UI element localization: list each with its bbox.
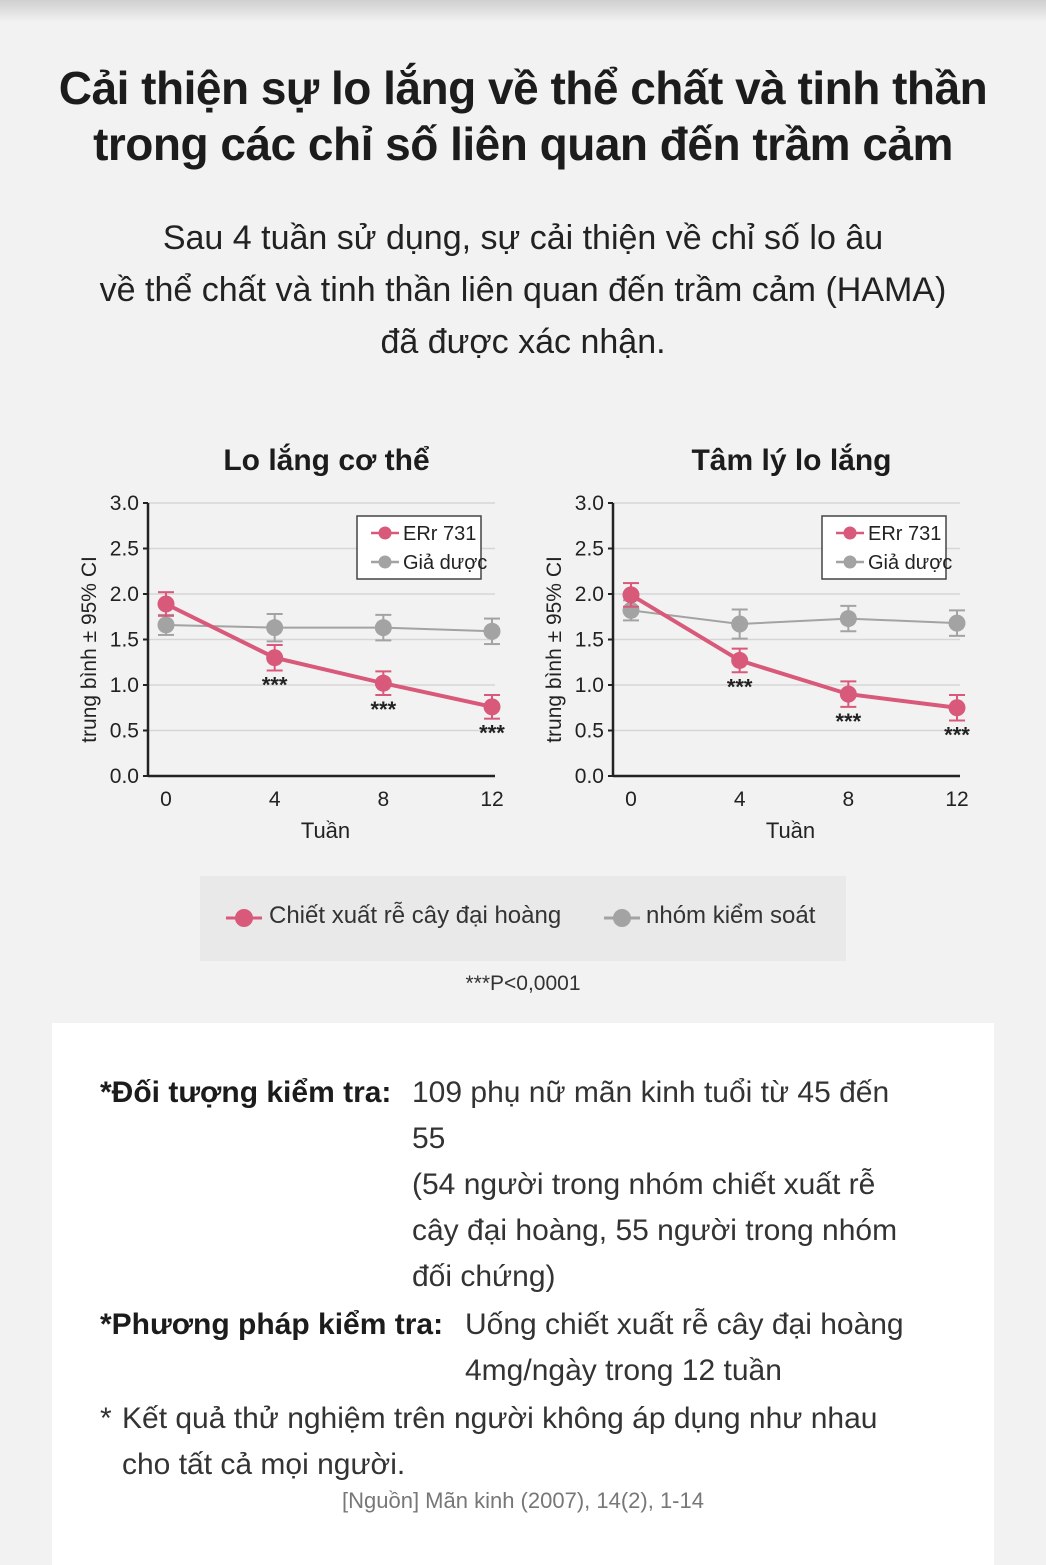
source-citation: [Nguồn] Mãn kinh (2007), 14(2), 1-14 bbox=[342, 1488, 704, 1513]
y-tick-label: 1.5 bbox=[574, 628, 604, 652]
x-tick-label: 0 bbox=[625, 788, 637, 811]
placebo-line bbox=[631, 610, 957, 624]
subjects-value bbox=[412, 1070, 897, 1300]
y-tick-label: 1.0 bbox=[109, 674, 139, 697]
method-label: *Phương pháp kiểm tra: bbox=[100, 1308, 444, 1341]
treatment-line bbox=[166, 604, 492, 707]
chart-legend-label: ERr 731 bbox=[403, 523, 477, 545]
chart-legend-dot bbox=[844, 556, 857, 569]
chart-psychological-anxiety bbox=[525, 430, 995, 860]
chart-legend-dot bbox=[379, 556, 392, 569]
chart-physical-anxiety bbox=[60, 430, 530, 860]
placebo-point bbox=[375, 619, 392, 636]
disclaimer-star: * bbox=[100, 1402, 112, 1435]
subtitle-line-1: Sau 4 tuần sử dụng, sự cải thiện về chỉ số lo âu bbox=[162, 219, 884, 257]
subjects-line: cây đại hoàng, 55 người trong nhóm bbox=[412, 1214, 898, 1247]
x-tick-label: 8 bbox=[842, 788, 855, 811]
significance-mark: *** bbox=[479, 720, 505, 746]
treatment-point bbox=[266, 649, 283, 666]
chart-legend-label: ERr 731 bbox=[868, 523, 942, 545]
placebo-point bbox=[158, 616, 175, 633]
y-tick-label: 0.5 bbox=[574, 719, 604, 743]
subtitle-line-3: đã được xác nhận. bbox=[380, 323, 666, 361]
y-tick-label: 2.0 bbox=[109, 583, 139, 606]
y-tick-label: 0.5 bbox=[109, 719, 139, 743]
chart-legend-dot bbox=[844, 527, 857, 540]
placebo-point bbox=[840, 610, 857, 627]
title-line-2: trong các chỉ số liên quan đến trầm cảm bbox=[93, 118, 953, 170]
x-tick-label: 12 bbox=[945, 788, 969, 811]
method-line: 4mg/ngày trong 12 tuần bbox=[465, 1354, 782, 1387]
page-title bbox=[0, 60, 1046, 172]
legend-box bbox=[200, 876, 846, 961]
subjects-line: 55 bbox=[412, 1122, 446, 1155]
subtitle-line-2: về thể chất và tinh thần liên quan đến trầm cảm (HAMA) bbox=[99, 271, 947, 309]
y-axis-label: trung bình ± 95% CI bbox=[78, 556, 101, 743]
significance-mark: *** bbox=[835, 708, 862, 734]
treatment-point bbox=[949, 699, 966, 716]
y-tick-label: 3.0 bbox=[574, 492, 604, 515]
x-tick-label: 8 bbox=[377, 788, 390, 811]
y-tick-label: 2.5 bbox=[574, 537, 604, 561]
y-tick-label: 1.0 bbox=[574, 674, 604, 697]
y-tick-label: 1.5 bbox=[109, 628, 139, 652]
significance-mark: *** bbox=[370, 697, 397, 723]
legend-treatment-marker bbox=[224, 906, 264, 930]
subjects-line: đối chứng) bbox=[412, 1260, 556, 1293]
x-tick-label: 4 bbox=[733, 788, 746, 811]
placebo-point bbox=[266, 619, 283, 636]
disclaimer-line: Kết quả thử nghiệm trên người không áp dụng như nhau bbox=[122, 1402, 878, 1435]
p-value-note: ***P<0,0001 bbox=[465, 972, 581, 995]
treatment-line bbox=[631, 595, 957, 708]
legend-treatment-label: Chiết xuất rễ cây đại hoàng bbox=[269, 902, 562, 929]
chart-legend-label: Giả dược bbox=[403, 552, 488, 574]
treatment-point bbox=[375, 675, 392, 692]
treatment-point bbox=[484, 698, 501, 715]
placebo-point bbox=[484, 623, 501, 640]
x-axis-label: Tuần bbox=[765, 818, 816, 843]
x-tick-label: 0 bbox=[160, 788, 172, 811]
significance-mark: *** bbox=[261, 672, 288, 698]
disclaimer-line: cho tất cả mọi người. bbox=[122, 1448, 406, 1481]
treatment-point bbox=[731, 652, 748, 669]
treatment-point bbox=[840, 686, 857, 703]
chart-legend-label: Giả dược bbox=[868, 552, 953, 574]
placebo-point bbox=[949, 615, 966, 632]
placebo-point bbox=[731, 616, 748, 633]
disclaimer-text bbox=[122, 1396, 877, 1488]
method-value bbox=[465, 1302, 904, 1394]
page-subtitle bbox=[0, 212, 1046, 368]
treatment-point bbox=[623, 586, 640, 603]
legend-control-label: nhóm kiểm soát bbox=[646, 902, 816, 929]
method-line: Uống chiết xuất rễ cây đại hoàng bbox=[465, 1308, 904, 1341]
y-axis-label: trung bình ± 95% CI bbox=[543, 556, 566, 743]
subjects-label: *Đối tượng kiểm tra: bbox=[100, 1076, 392, 1109]
subjects-line: 109 phụ nữ mãn kinh tuổi từ 45 đến bbox=[412, 1076, 890, 1109]
legend-control-marker bbox=[602, 906, 642, 930]
subjects-line: (54 người trong nhóm chiết xuất rễ bbox=[412, 1168, 876, 1201]
chart-title: Lo lắng cơ thể bbox=[223, 444, 430, 477]
top-shadow bbox=[0, 0, 1046, 22]
significance-mark: *** bbox=[944, 722, 970, 748]
treatment-point bbox=[158, 596, 175, 613]
x-tick-label: 12 bbox=[480, 788, 504, 811]
y-tick-label: 0.0 bbox=[574, 765, 604, 788]
y-tick-label: 0.0 bbox=[109, 765, 139, 788]
y-tick-label: 2.0 bbox=[574, 583, 604, 606]
x-tick-label: 4 bbox=[268, 788, 281, 811]
title-line-1: Cải thiện sự lo lắng về thể chất và tinh thần bbox=[58, 62, 988, 114]
y-tick-label: 3.0 bbox=[109, 492, 139, 515]
significance-mark: *** bbox=[726, 674, 753, 700]
y-tick-label: 2.5 bbox=[109, 537, 139, 561]
chart-legend-dot bbox=[379, 527, 392, 540]
x-axis-label: Tuần bbox=[300, 818, 351, 843]
chart-title: Tâm lý lo lắng bbox=[691, 444, 892, 477]
